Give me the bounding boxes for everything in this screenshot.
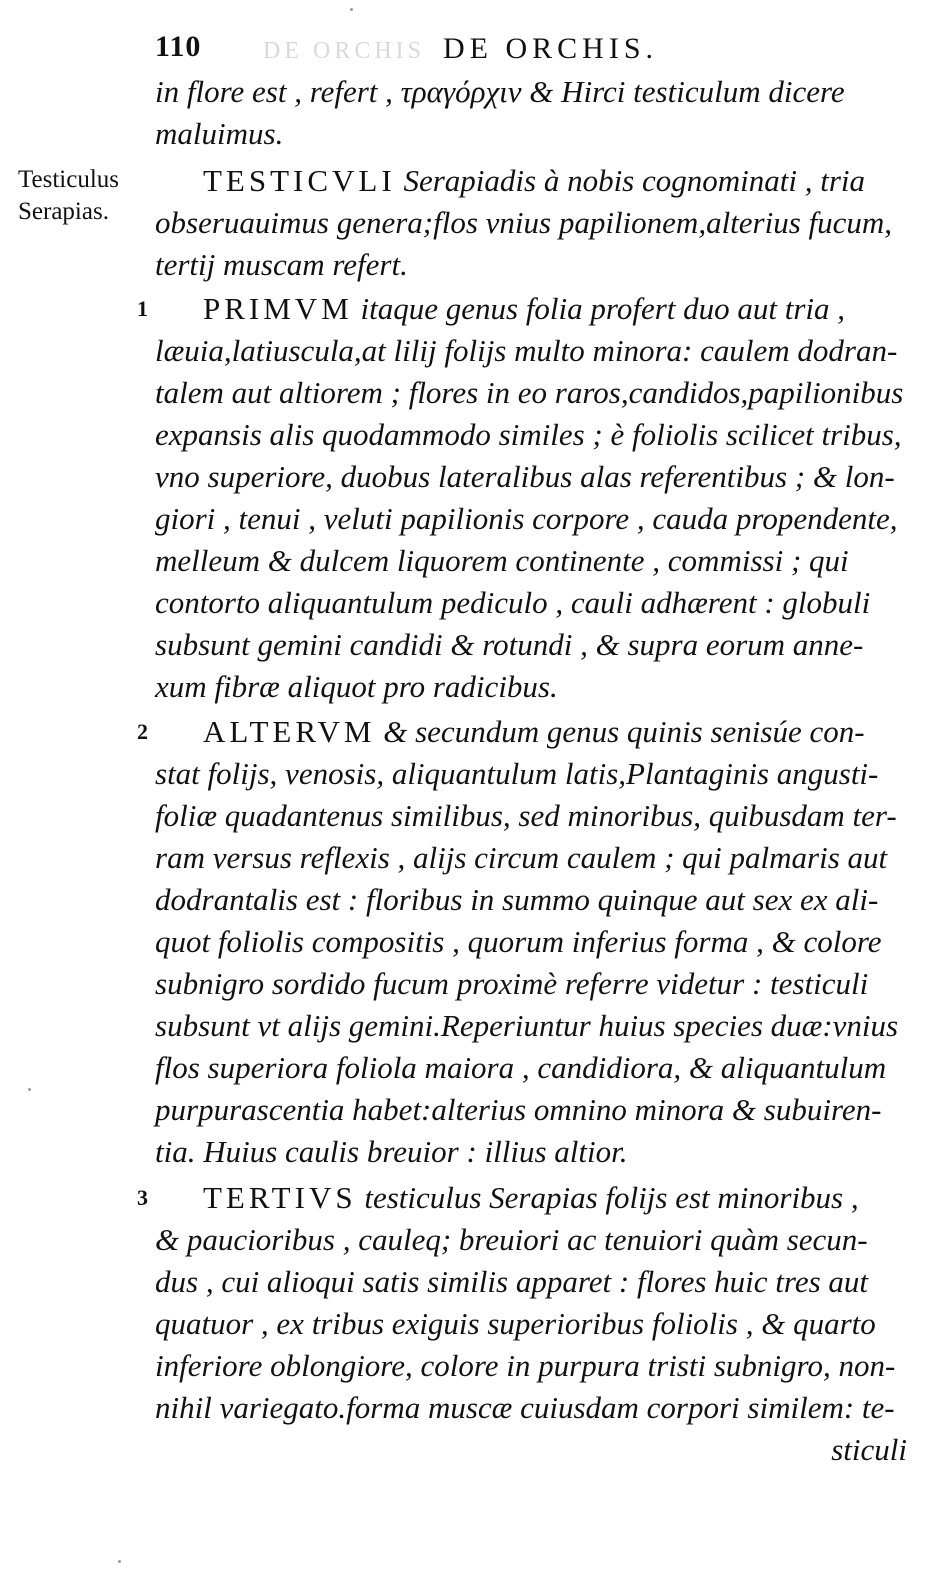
- small-caps-word: TERTIVS: [203, 1180, 357, 1215]
- section-number: 3: [137, 1185, 148, 1210]
- small-caps-word: TESTICVLI: [203, 163, 396, 198]
- margin-note-line: Serapias.: [18, 198, 109, 225]
- text-line-rest: Serapiadis à nobis cognominati , tria: [403, 163, 866, 198]
- text-line: in flore est , refert , τραγόρχιν & Hirci testiculum dicere: [155, 74, 845, 109]
- margin-note: [18, 164, 158, 228]
- text-line: flos superiora foliola maiora , candidiora, & aliquantulum: [155, 1050, 887, 1085]
- text-line: dodrantalis est : floribus in summo quinque aut sex ex ali-: [155, 882, 879, 917]
- text-line: dus , cui alioqui satis similis apparet : flores huic tres aut: [155, 1264, 868, 1299]
- section-number: 2: [137, 719, 148, 744]
- paragraph-intro-line: [203, 289, 845, 329]
- text-line: nihil variegato.forma muscæ cuiusdam corpori similem: te-: [155, 1390, 895, 1425]
- paper-speck: [350, 8, 353, 11]
- running-title: DE ORCHIS.: [443, 32, 659, 65]
- text-line: xum fibræ aliquot pro radicibus.: [155, 669, 558, 704]
- section-number: 1: [137, 296, 148, 321]
- text-line: melleum & dulcem liquorem continente , commissi ; qui: [155, 543, 849, 578]
- text-line: foliæ quadantenus similibus, sed minoribus, quibusdam ter-: [155, 798, 897, 833]
- small-caps-word: ALTERVM: [203, 714, 376, 749]
- paragraph-intro-line: [203, 1178, 859, 1218]
- text-line: læuia,latiuscula,at lilij folijs multo minora: caulem dodran-: [155, 333, 898, 368]
- text-line: expansis alis quodammodo similes ; è foliolis scilicet tribus,: [155, 417, 902, 452]
- margin-note-line: Testiculus: [18, 166, 120, 193]
- text-line: giori , tenui , veluti papilionis corpore , cauda propendente,: [155, 501, 898, 536]
- small-caps-word: PRIMVM: [203, 291, 353, 326]
- text-line: inferiore oblongiore, colore in purpura tristi subnigro, non-: [155, 1348, 896, 1383]
- text-line: subnigro sordido fucum proximè referre videtur : testiculi: [155, 966, 869, 1001]
- text-line: stat folijs, venosis, aliquantulum latis,Plantaginis angusti-: [155, 756, 879, 791]
- paper-speck: [118, 1560, 121, 1563]
- paragraph-intro-line: [203, 161, 865, 201]
- catchword: sticuli: [831, 1432, 907, 1467]
- text-line-rest: itaque genus folia profert duo aut tria ,: [360, 291, 846, 326]
- paper-speck: [28, 1088, 31, 1091]
- text-line-rest: & secundum genus quinis senisúe con-: [383, 714, 865, 749]
- text-line: talem aut altiorem ; flores in eo raros,candidos,papilionibus: [155, 375, 904, 410]
- text-line-rest: testiculus Serapias folijs est minoribus ,: [364, 1180, 859, 1215]
- text-line: ram versus reflexis , alijs circum caulem ; qui palmaris aut: [155, 840, 888, 875]
- text-line: quot foliolis compositis , quorum inferius forma , & colore: [155, 924, 882, 959]
- paragraph-intro-line: [203, 712, 865, 752]
- text-line: & paucioribus , cauleq; breuiori ac tenuiori quàm secun-: [155, 1222, 868, 1257]
- text-line: purpurascentia habet:alterius omnino minora & subuiren-: [155, 1092, 882, 1127]
- text-line: tertij muscam refert.: [155, 247, 408, 282]
- show-through-text: DE ORCHIS: [263, 38, 426, 64]
- text-line: quatuor , ex tribus exiguis superioribus foliolis , & quarto: [155, 1306, 876, 1341]
- text-line: subsunt gemini candidi & rotundi , & supra eorum anne-: [155, 627, 864, 662]
- text-line: obseruauimus genera;flos vnius papilionem,alterius fucum,: [155, 205, 893, 240]
- page-number: 110: [155, 30, 202, 63]
- running-head: [155, 30, 895, 66]
- text-line: contorto aliquantulum pediculo , cauli adhærent : globuli: [155, 585, 871, 620]
- text-line: maluimus.: [155, 116, 284, 151]
- text-line: subsunt vt alijs gemini.Reperiuntur huius species duæ:vnius: [155, 1008, 899, 1043]
- text-line: vno superiore, duobus lateralibus alas referentibus ; & lon-: [155, 459, 895, 494]
- text-line: tia. Huius caulis breuior : illius altior.: [155, 1134, 628, 1169]
